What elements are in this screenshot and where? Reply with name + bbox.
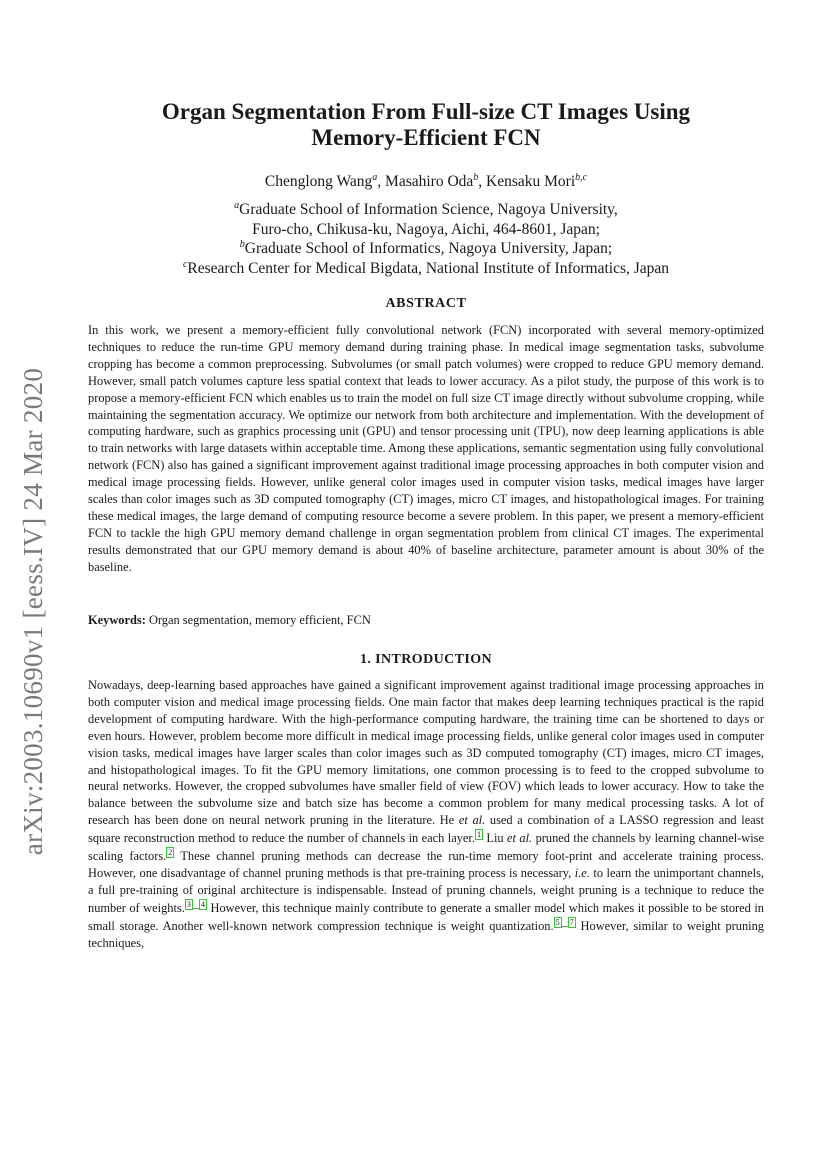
citation-link[interactable]: 7 — [569, 917, 574, 927]
title-line-1: Organ Segmentation From Full-size CT Images Using — [161, 99, 691, 124]
affiliation-mark: b — [239, 238, 245, 250]
intro-text: These channel pruning methods can decrease the run-time memory foot-print and accelerate training process. However, one disadvantage of channel pruning methods is that pre-training process is necessary, — [88, 849, 764, 880]
intro-italic: et al. — [458, 813, 486, 828]
affiliation-text: Graduate School of Informatics, Nagoya University, Japan; — [244, 240, 613, 257]
intro-text: However, this technique mainly contribute to generate a smaller model which makes it possible to be stored in small storage. Another well-known network compression technique is weight quantization. — [88, 900, 764, 933]
abstract-body: In this work, we present a memory-efficient fully convolutional network (FCN) incorporated with several memory-optimized techniques to reduce the run-time GPU memory demand during training phase. In medical image segmentation tasks, subvolume cropping has become a common preprocessing. Subvolumes (or small patch volumes) were cropped to reduce GPU memory demand. However, small patch volumes capture less spatial context that leads to lower accuracy. As a pilot study, the purpose of this work is to propose a memory-efficient FCN which enables us to train the model on full size CT image directly without subvolume cropping, while maintaining the segmentation accuracy. We optimize our network from both architecture and implementation. With the development of computing hardware, such as graphics processing unit (GPU) and tensor processing unit (TPU), now deep learning applications is able to train networks with large datasets within acceptable time. Among these applications, semantic segmentation using fully convolutional network (FCN) also has gained a significant improvement against traditional image processing approaches in both computer vision and medical image processing fields. However, unlike general color images used in computer vision tasks, medical images have larger scales than color images such as 3D computed tomography (CT) images, micro CT images, and histopathological images. For training these medical images, the large demand of computing resource become a severe problem. In this paper, we present a memory-efficient FCN to tackle the high GPU memory demand challenge in organ segmentation problem from clinical CT images. The experimental results demonstrated that our GPU memory demand is about 40% of baseline architecture, parameter amount is about 30% of the baseline. — [88, 323, 764, 574]
keywords-text: Organ segmentation, memory efficient, FCN — [148, 613, 371, 627]
intro-text: Liu — [482, 831, 508, 846]
intro-text: to learn the unimportant channels, a full pre-training of original architecture is indispensable. Instead of pruning channels, weight pruning is a technique to reduce the number of weights. — [88, 865, 764, 915]
abstract-heading: ABSTRACT — [385, 296, 467, 311]
keywords-line — [88, 612, 764, 629]
intro-text: pruned the channels by learning channel-wise scaling factors. — [88, 831, 764, 864]
author-name: Chenglong Wang — [264, 173, 373, 190]
intro-text: However, similar to weight pruning techniques, — [88, 918, 765, 950]
intro-text: – — [192, 900, 200, 915]
arxiv-identifier-text: arXiv:2003.10690v1 [eess.IV] 24 Mar 2020 — [18, 367, 49, 855]
affiliation-text: Furo-cho, Chikusa-ku, Nagoya, Aichi, 464-8601, Japan; — [252, 220, 600, 238]
citation-link[interactable]: 5 — [555, 917, 560, 927]
citation-link[interactable]: 2 — [168, 848, 173, 858]
citation-link[interactable]: 1 — [476, 830, 481, 840]
affiliation-text: Graduate School of Information Science, Nagoya University, — [239, 201, 618, 218]
affiliation-list — [88, 200, 764, 278]
citation-link[interactable]: 4 — [201, 899, 206, 909]
affiliation-text: Research Center for Medical Bigdata, National Institute of Informatics, Japan — [187, 259, 670, 277]
author-name: Masahiro Oda — [385, 173, 474, 190]
intro-text: used a combination of a LASSO regression and least square reconstruction method to reduce the number of channels in each layer. — [88, 813, 765, 846]
title-line-2: Memory-Efficient FCN — [311, 125, 541, 150]
affiliation-line — [88, 259, 764, 279]
arxiv-identifier — [14, 356, 54, 866]
affiliation-line — [88, 220, 764, 240]
intro-text: – — [561, 918, 568, 933]
introduction-body — [88, 677, 764, 952]
author-list: Chenglong Wang$^a$, Masahiro Oda$^b$, Kensaku Mori$^{b,c}$ — [264, 171, 588, 190]
author-affiliation-mark: b — [473, 171, 479, 183]
intro-italic: et al. — [507, 831, 533, 846]
keywords-label: Keywords: — [88, 613, 146, 627]
author-affiliation-mark: b,c — [575, 171, 588, 183]
citation-link[interactable]: 3 — [186, 899, 191, 909]
affiliation-line — [88, 239, 764, 259]
affiliation-line — [88, 200, 764, 220]
affiliation-mark: a — [234, 199, 240, 211]
intro-italic: i.e. — [574, 865, 590, 880]
author-affiliation-mark: a — [372, 171, 378, 183]
intro-text: Nowadays, deep-learning based approaches have gained a significant improvement against traditional image processing approaches in both computer vision and medical image processing fields. One main factor that makes deep learning techniques practical is the rapid development of computing hardware. With the high-performance computing hardware, the training time can be shortened to days or even hours. However, problem become more difficult in medical image processing fields, unlike general color images used in computer vision tasks, medical images have larger scales than color images such as 3D computed tomography (CT) images, micro CT images, and histopathological images. To fit the GPU memory limitations, one common processing is to feed to the cropped subvolume to neural networks. However, the cropped subvolumes have smaller field of view (FOV) which leads to lower accuracy. How to take the balance between the subvolume size and batch size has become a common problem for many medical processing tasks. A lot of research has been done on neural network pruning in the literature. He — [88, 678, 764, 828]
paper-title — [88, 99, 764, 151]
section-heading-introduction: 1. INTRODUCTION — [359, 652, 492, 667]
author-name: Kensaku Mori — [486, 173, 576, 190]
affiliation-mark: c — [182, 258, 188, 270]
